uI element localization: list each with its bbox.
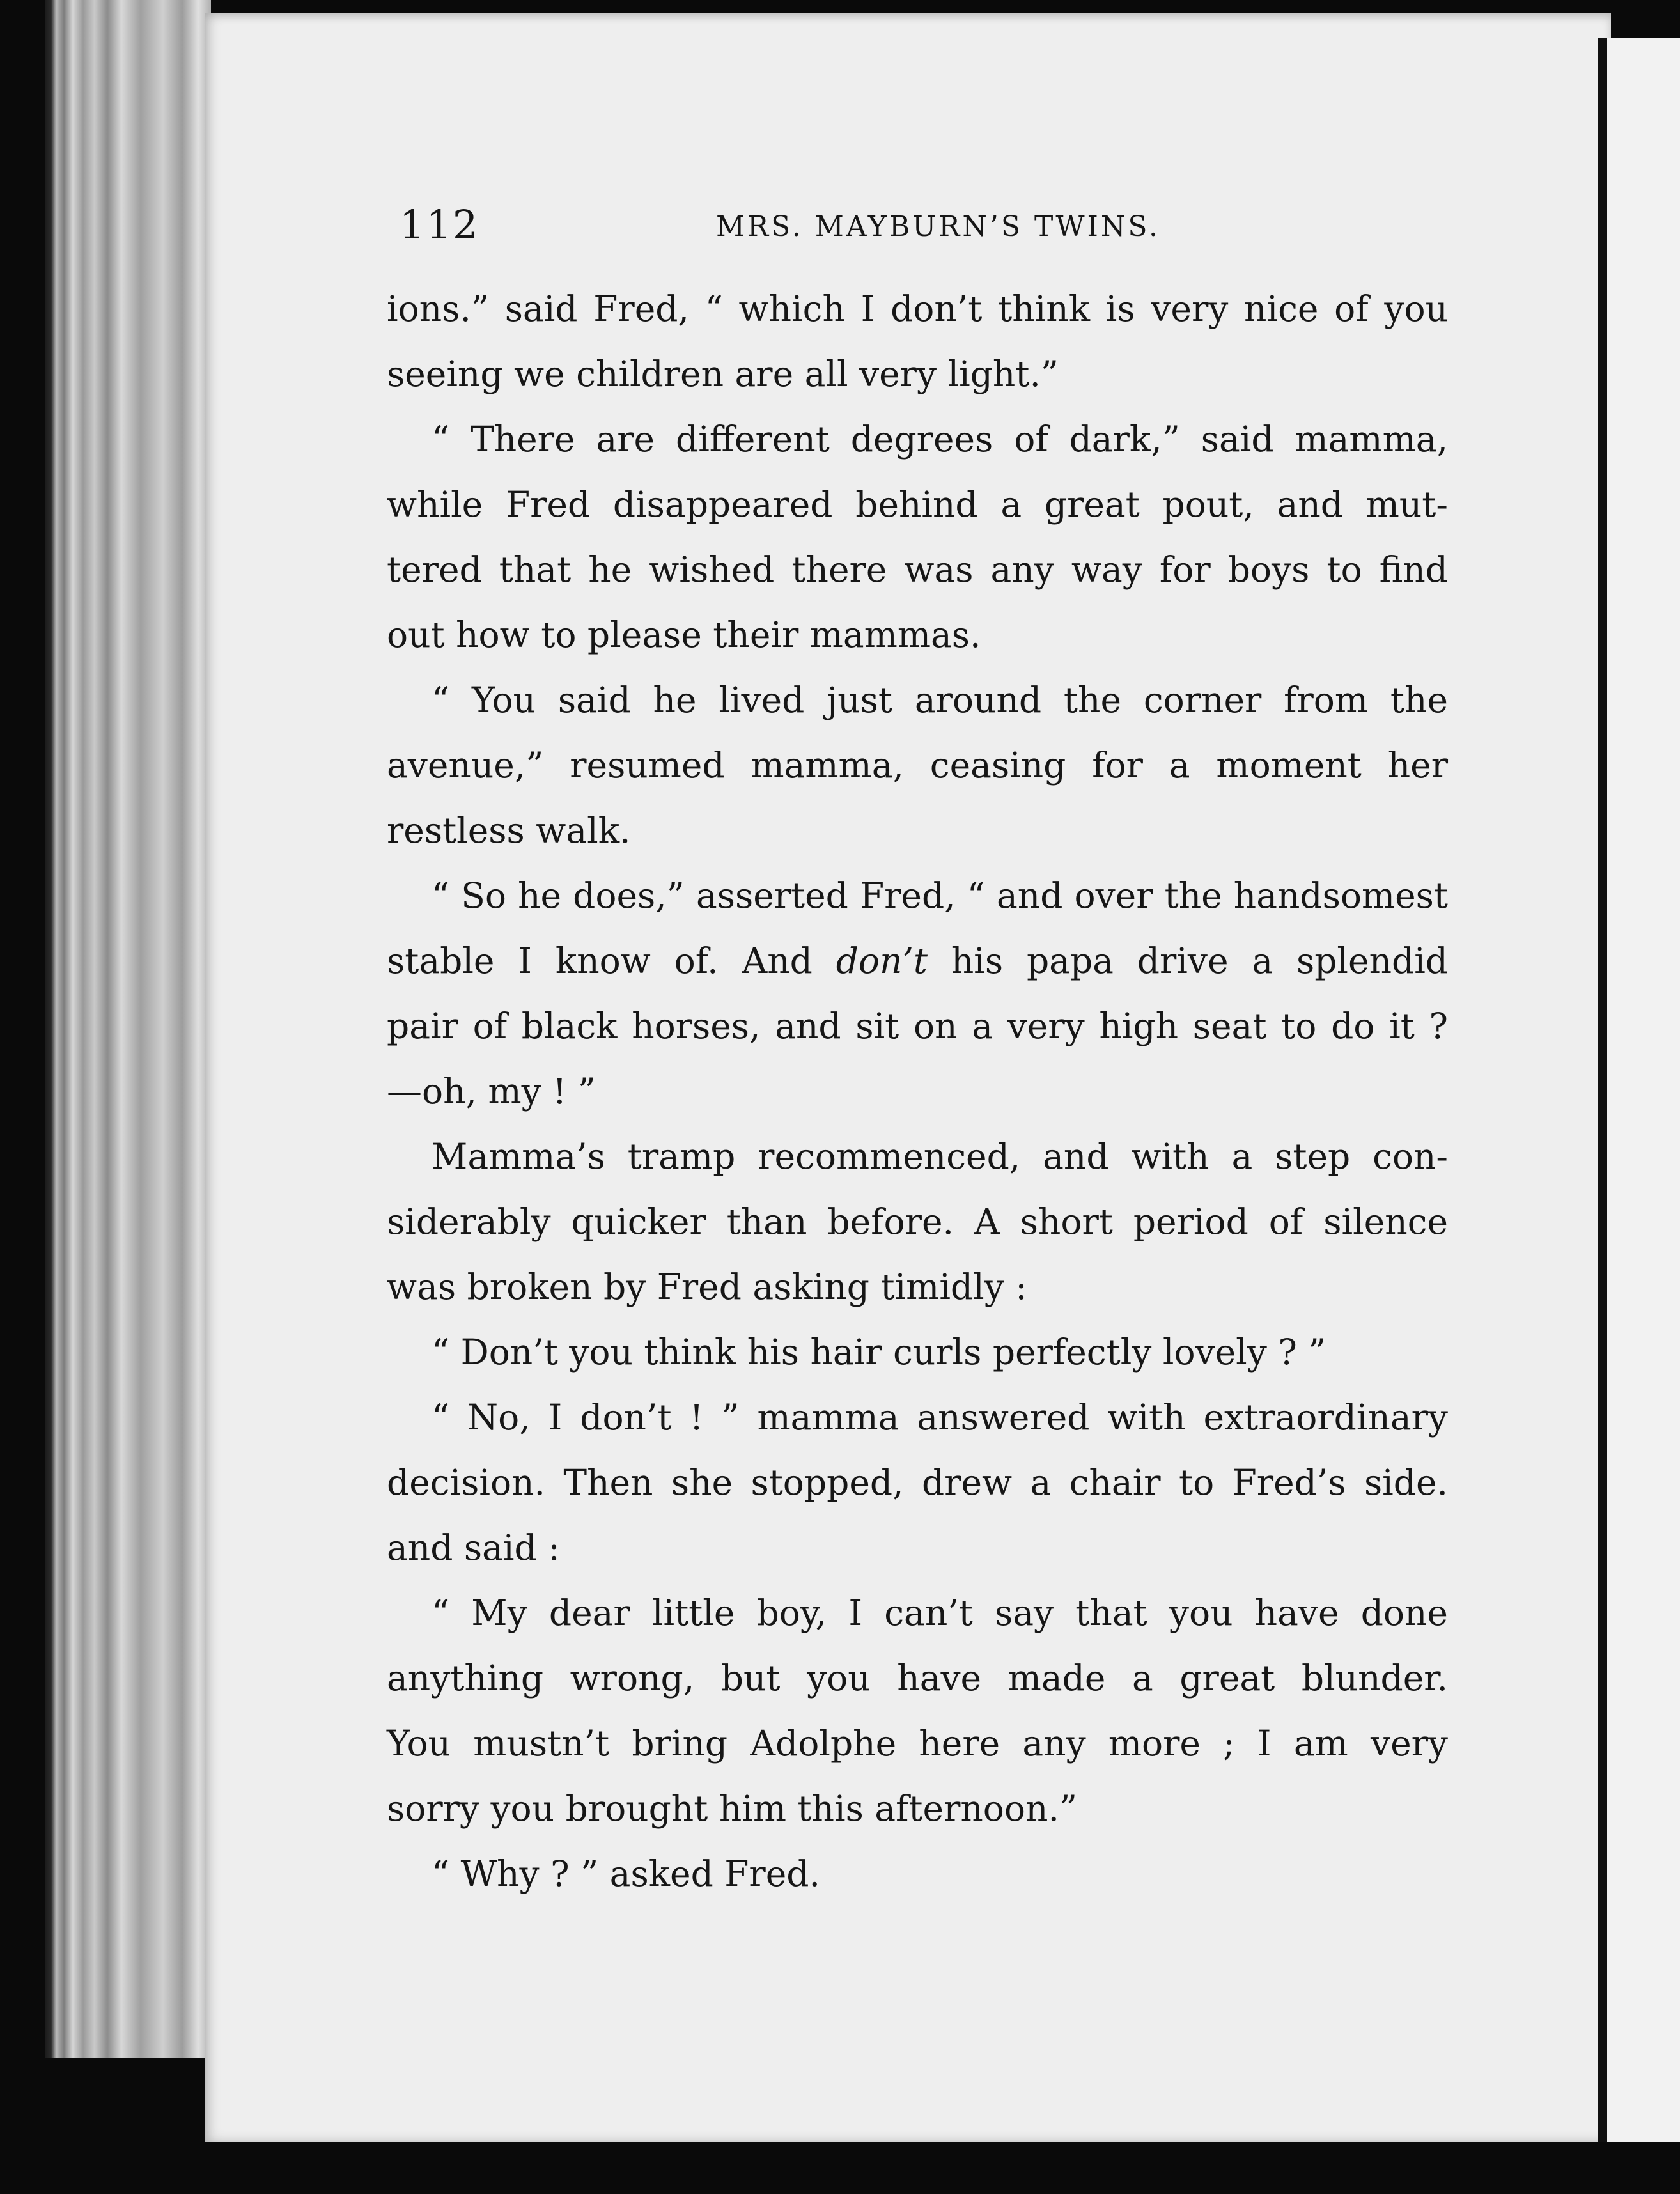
text-line <box>387 928 1448 993</box>
text-line: “ No, I don’t ! ” mamma answered with extraordinary <box>432 1397 1448 1438</box>
text-line: siderably quicker than before. A short period of silence <box>387 1201 1448 1242</box>
text-line: “ There are different degrees of dark,” said mamma, <box>432 419 1448 460</box>
text-line: seeing we children are all very light.” <box>387 354 1059 394</box>
emphasis-word: don’t <box>836 940 928 981</box>
facing-page-edge <box>1598 38 1680 2148</box>
text-segment: his papa drive a splendid <box>928 940 1448 981</box>
text-line: “ Don’t you think his hair curls perfectly lovely ? ” <box>432 1332 1326 1373</box>
text-line: —oh, my ! ” <box>387 1071 596 1112</box>
text-line: tered that he wished there was any way for boys to find <box>387 549 1448 590</box>
text-line: pair of black horses, and sit on a very high seat to do it ? <box>387 1006 1448 1046</box>
text-line: decision. Then she stopped, drew a chair to Fred’s side. <box>387 1462 1448 1503</box>
running-head: MRS. MAYBURN’S TWINS. <box>716 210 1160 243</box>
text-line: ions.” said Fred, “ which I don’t think is very nice of you <box>387 288 1448 329</box>
page-number: 112 <box>400 201 479 248</box>
text-segment: stable I know of. And <box>387 940 836 981</box>
body-text <box>387 276 1448 1906</box>
text-line: You mustn’t bring Adolphe here any more ; I am very <box>387 1723 1448 1764</box>
text-line: out how to please their mammas. <box>387 614 981 655</box>
text-line: sorry you brought him this afternoon.” <box>387 1788 1078 1829</box>
text-line: was broken by Fred asking timidly : <box>387 1266 1027 1307</box>
page-edges <box>45 0 211 2058</box>
text-line: avenue,” resumed mamma, ceasing for a moment her <box>387 745 1448 786</box>
text-line: anything wrong, but you have made a great blunder. <box>387 1658 1448 1699</box>
text-line: “ You said he lived just around the corner from the <box>432 680 1448 720</box>
page-header <box>400 201 1454 253</box>
text-line: “ So he does,” asserted Fred, “ and over the handsomest <box>432 875 1448 916</box>
bottom-shadow <box>160 2142 1680 2194</box>
text-line: “ My dear little boy, I can’t say that you have done <box>432 1592 1448 1633</box>
text-line: “ Why ? ” asked Fred. <box>432 1853 820 1894</box>
text-line: Mamma’s tramp recommenced, and with a step con- <box>432 1136 1448 1177</box>
text-line: while Fred disappeared behind a great pout, and mut- <box>387 484 1448 525</box>
text-line: restless walk. <box>387 810 631 851</box>
text-line: and said : <box>387 1527 560 1568</box>
